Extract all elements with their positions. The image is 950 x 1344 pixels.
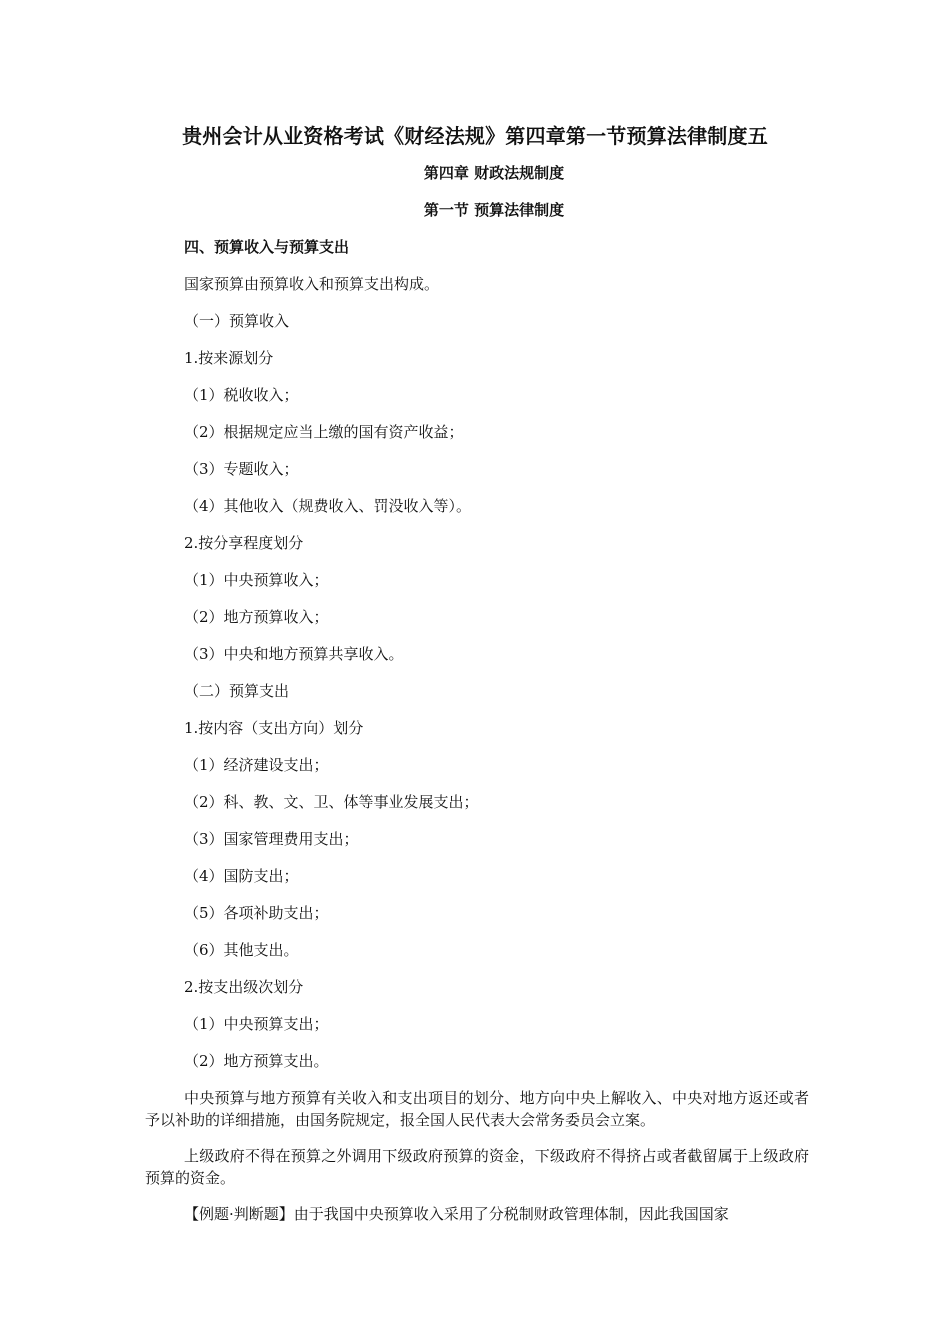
text-line: （2）地方预算收入； bbox=[184, 608, 329, 626]
text-line: （二）预算支出 bbox=[184, 682, 290, 700]
example-paragraph bbox=[145, 1203, 809, 1225]
chapter-heading: 第四章 财政法规制度 bbox=[423, 164, 565, 182]
text-line: 国家预算由预算收入和预算支出构成。 bbox=[184, 275, 440, 293]
text-line: 2.按分享程度划分 bbox=[184, 534, 304, 552]
text-line: （5）各项补助支出； bbox=[184, 904, 329, 922]
text-line: （1）中央预算支出； bbox=[184, 1015, 329, 1033]
text-line: 1.按来源划分 bbox=[184, 349, 274, 367]
document-title: 贵州会计从业资格考试《财经法规》第四章第一节预算法律制度五 bbox=[182, 124, 768, 148]
body-paragraph: 上级政府不得在预算之外调用下级政府预算的资金，下级政府不得挤占或者截留属于上级政府预算的资金。 bbox=[145, 1147, 809, 1187]
text-line: （2）科、教、文、卫、体等事业发展支出； bbox=[184, 793, 479, 811]
example-text: 由于我国中央预算收入采用了分税制财政管理体制，因此我国国家 bbox=[293, 1205, 729, 1223]
text-line: （一）预算收入 bbox=[184, 312, 290, 330]
text-line: （1）税收收入； bbox=[184, 386, 299, 404]
text-line: （3）国家管理费用支出； bbox=[184, 830, 359, 848]
text-line: （1）经济建设支出； bbox=[184, 756, 329, 774]
text-line: （3）中央和地方预算共享收入。 bbox=[184, 645, 404, 663]
text-line: （4）其他收入（规费收入、罚没收入等）。 bbox=[184, 497, 472, 515]
text-line: （6）其他支出。 bbox=[184, 941, 299, 959]
text-line: （4）国防支出； bbox=[184, 867, 299, 885]
text-line: （1）中央预算收入； bbox=[184, 571, 329, 589]
text-line: （3）专题收入； bbox=[184, 460, 299, 478]
text-line: （2）地方预算支出。 bbox=[184, 1052, 329, 1070]
subsection-heading: 四、预算收入与预算支出 bbox=[184, 238, 350, 256]
section-heading: 第一节 预算法律制度 bbox=[423, 201, 565, 219]
body-paragraph: 中央预算与地方预算有关收入和支出项目的划分、地方向中央上解收入、中央对地方返还或者予以补助的详细措施，由国务院规定，报全国人民代表大会常务委员会立案。 bbox=[145, 1089, 809, 1129]
text-line: 2.按支出级次划分 bbox=[184, 978, 304, 996]
example-label: 【例题·判断题】 bbox=[184, 1205, 294, 1223]
document-body bbox=[145, 236, 809, 1225]
text-line: 1.按内容（支出方向）划分 bbox=[184, 719, 364, 737]
text-line: （2）根据规定应当上缴的国有资产收益； bbox=[184, 423, 464, 441]
